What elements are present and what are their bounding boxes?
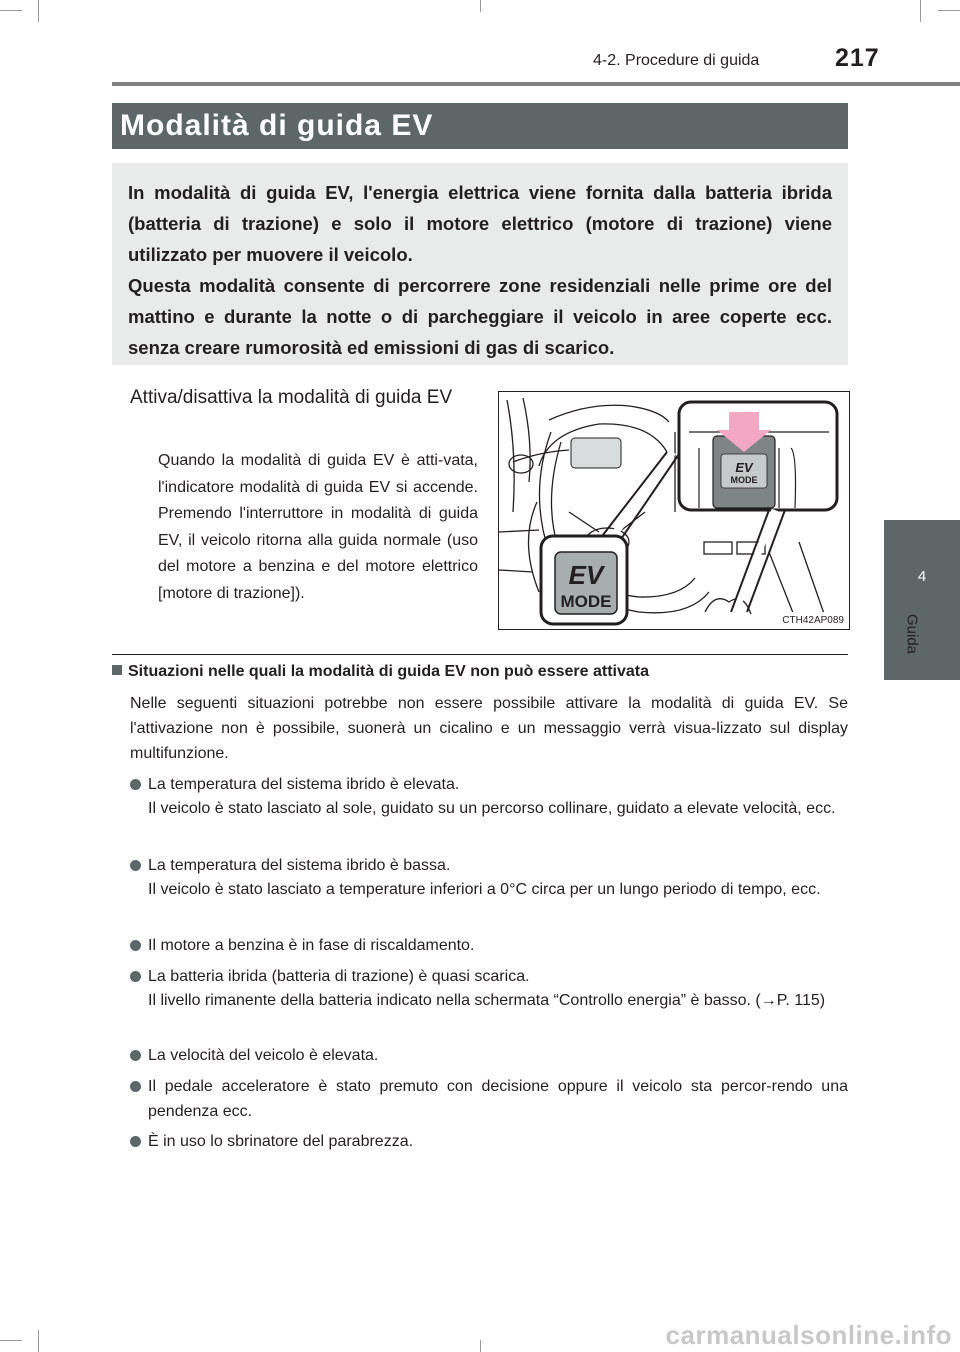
illustration-code: CTH42AP089 [782, 615, 844, 626]
page-title: Modalità di guida EV [120, 109, 434, 142]
square-bullet-icon [112, 665, 122, 675]
illus-mode-small: MODE [730, 475, 758, 485]
crop-mark [38, 1330, 39, 1352]
crop-mark [480, 1340, 481, 1352]
header-rule [112, 82, 960, 86]
bullet-dot-icon [130, 940, 141, 951]
bullet-dot-icon [130, 971, 141, 982]
intro-paragraph-2: Questa modalità consente di percorrere zone residenziali nelle prime ore del mattino e durante la notte o di parcheggiare il veicolo in aree coperte ecc. senza creare rumorosità ed emissioni di gas di scarico. [128, 275, 832, 358]
crop-mark [0, 10, 22, 11]
situations-text: Nelle seguenti situazioni potrebbe non essere possibile attivare la modalità di guida EV. Se l'attivazione non è possibile, suonerà un cicalino e un messaggio verrà visua-lizzato sul display multifunzione. [130, 695, 848, 762]
bullet-dot-icon [130, 779, 141, 790]
list-item-detail: Il livello rimanente della batteria indicato nella schermata “Controllo energia” è basso. (→P. 115) [148, 992, 826, 1009]
intro-box [112, 163, 848, 365]
bullet-dot-icon [130, 1050, 141, 1061]
bullet-dot-icon [130, 1136, 141, 1147]
watermark [570, 1318, 960, 1352]
crop-mark [38, 0, 39, 22]
crop-mark [938, 10, 960, 11]
watermark-text: carmanualsonline.info [665, 1320, 952, 1350]
bullet-dot-icon [130, 1081, 141, 1092]
situations-heading [112, 663, 649, 681]
dashboard-illustration [498, 391, 850, 630]
situations-heading-text: Situazioni nelle quali la modalità di guida EV non può essere attivata [128, 663, 649, 680]
chapter-label: Guida [903, 613, 921, 655]
list-item-title: Il motore a benzina è in fase di riscaldamento. [148, 937, 475, 954]
title-bar [112, 103, 848, 149]
list-item-title: La velocità del veicolo è elevata. [148, 1047, 379, 1064]
instruction-note: Quando la modalità di guida EV è atti-vata, l'indicatore modalità di guida EV si accende. Premendo l'interruttore in modalità di guida EV, il veicolo ritorna alla guida normale (uso del motore a benzina e del motore elettrico [motore di trazione]). [158, 452, 478, 602]
illus-ev-small: EV [735, 460, 753, 475]
chapter-label-container [888, 604, 936, 664]
bullet-dot-icon [130, 860, 141, 871]
illus-mode-large: MODE [560, 592, 612, 611]
list-item-detail: Il veicolo è stato lasciato al sole, guidato su un percorso collinare, guidato a elevate velocità, ecc. [148, 800, 836, 817]
list-item-title: È in uso lo sbrinatore del parabrezza. [148, 1133, 414, 1150]
crop-mark [920, 0, 921, 22]
list-item-title: La temperatura del sistema ibrido è elevata. [148, 776, 460, 793]
illus-ev-large: EV [568, 560, 604, 590]
chapter-number: 4 [917, 568, 927, 585]
running-header-section: 4-2. Procedure di guida [593, 52, 760, 69]
crop-mark [0, 1340, 22, 1341]
intro-paragraph-1: In modalità di guida EV, l'energia elettrica viene fornita dalla batteria ibrida (batteria di trazione) e solo il motore elettrico (motore di trazione) viene utilizzato per muovere il veicolo. [128, 182, 832, 265]
section-divider [112, 654, 848, 655]
list-item-title: La batteria ibrida (batteria di trazione) è quasi scarica. [148, 968, 530, 985]
instruction-text: Attiva/disattiva la modalità di guida EV [130, 387, 453, 408]
list-item-detail: Il veicolo è stato lasciato a temperature inferiori a 0°C circa per un lungo periodo di tempo, ecc. [148, 881, 821, 898]
crop-mark [480, 0, 481, 12]
dashboard-drawing [499, 392, 849, 629]
page-number: 217 [835, 44, 880, 72]
list-item-title: La temperatura del sistema ibrido è bassa. [148, 857, 451, 874]
list-item-title: Il pedale acceleratore è stato premuto con decisione oppure il veicolo sta percor-rendo una pendenza ecc. [148, 1078, 848, 1120]
